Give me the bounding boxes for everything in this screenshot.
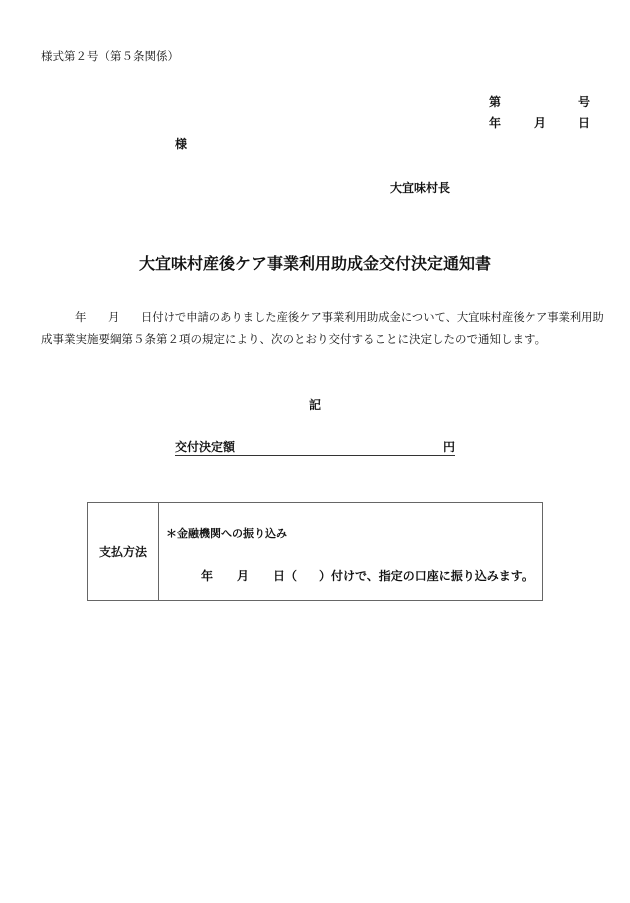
payment-content <box>159 503 543 601</box>
number-prefix: 第 <box>489 95 502 109</box>
form-label: 様式第２号（第５条関係） <box>41 49 179 63</box>
payment-method: ＊金融機関への振り込み <box>166 527 287 540</box>
payment-closing: ）付けで、指定の口座に振り込みます。 <box>319 569 534 583</box>
ki-marker: 記 <box>309 398 322 412</box>
payment-date-line <box>201 567 534 584</box>
recipient-suffix: 様 <box>175 137 188 151</box>
payment-day: 日（ <box>273 569 298 583</box>
page-title: 大宜味村産後ケア事業利用助成金交付決定通知書 <box>138 254 491 273</box>
amount-unit: 円 <box>442 440 455 454</box>
number-suffix: 号 <box>578 95 591 109</box>
header-day: 日 <box>578 116 591 130</box>
payment-table <box>87 502 543 601</box>
issuer-name: 大宜味村長 <box>390 181 451 195</box>
payment-month: 月 <box>237 569 250 583</box>
payment-year: 年 <box>201 569 214 583</box>
body-year: 年 <box>75 310 87 324</box>
header-year: 年 <box>489 116 502 130</box>
body-line-2: 成事業実施要綱第５条第２項の規定により、次のとおり交付することに決定したので通知します。 <box>41 332 547 346</box>
body-month: 月 <box>108 310 120 324</box>
header-month: 月 <box>534 116 547 130</box>
payment-label: 支払方法 <box>88 503 159 601</box>
body-line-1: 日付けで申請のありました産後ケア事業利用助成金について、大宜味村産後ケア事業利用助 <box>141 311 604 324</box>
amount-line <box>175 441 455 456</box>
amount-label: 交付決定額 <box>175 440 236 454</box>
